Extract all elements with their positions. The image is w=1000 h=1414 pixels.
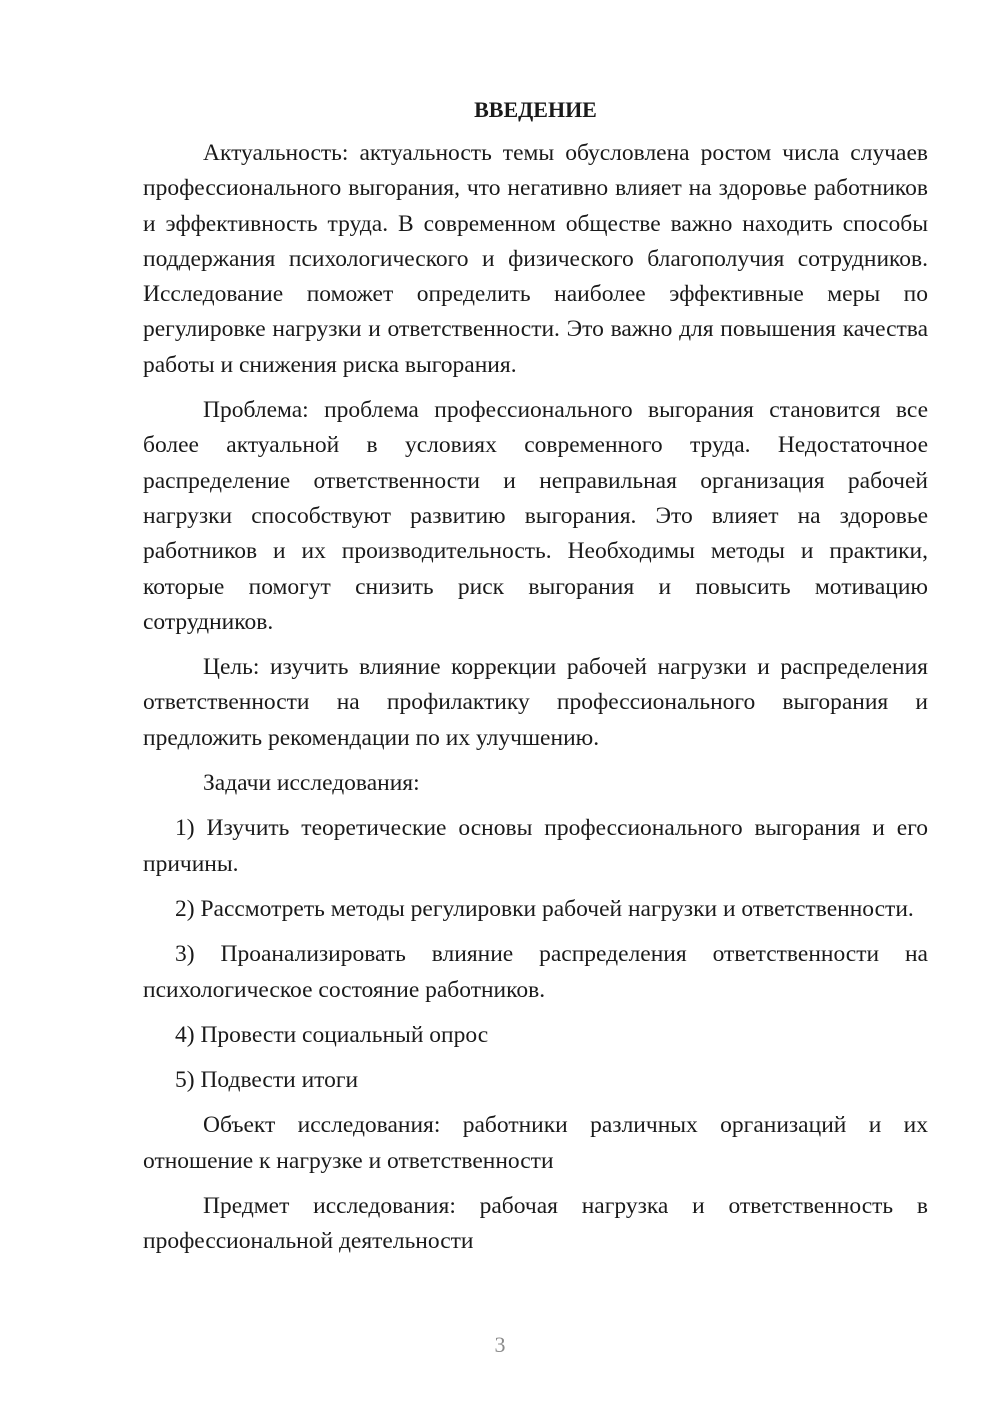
subject-paragraph: Предмет исследования: рабочая нагрузка и ответственность в профессиональной деятельности [143, 1193, 928, 1255]
task-item: 5) Подвести итоги [175, 1067, 359, 1094]
task-item: 4) Провести социальный опрос [175, 1021, 489, 1048]
goal-paragraph: Цель: изучить влияние коррекции рабочей нагрузки и распределения ответственности на профилактику профессионального выгорания и предложить рекомендации по их улучшению. [143, 654, 928, 751]
problem-paragraph: Проблема: проблема профессионального выгорания становится все более актуальной в условиях современного труда. Недостаточное распределение ответственности и неправильная организация рабочей нагрузки способствуют развитию выгорания. Это влияет на здоровье работников и их производительность. Необходимы методы и практики, которые помогут снизить риск выгорания и повысить мотивацию сотрудников. [143, 397, 928, 635]
task-item: 3) Проанализировать влияние распределения ответственности на психологическое состояние работников. [143, 941, 928, 1003]
page-title: ВВЕДЕНИЕ [474, 97, 597, 122]
relevance-paragraph: Актуальность: актуальность темы обусловлена ростом числа случаев профессионального выгорания, что негативно влияет на здоровье работников и эффективность труда. В современном обществе важно находить способы поддержания психологического и физического благополучия сотрудников. Исследование поможет определить наиболее эффективные меры по регулировке нагрузки и ответственности. Это важно для повышения качества работы и снижения риска выгорания. [143, 140, 928, 378]
page-number: 3 [494, 1332, 506, 1357]
task-item: 1) Изучить теоретические основы профессионального выгорания и его причины. [143, 815, 928, 877]
document-page [143, 94, 928, 1270]
object-paragraph: Объект исследования: работники различных организаций и их отношение к нагрузке и ответственности [143, 1112, 928, 1174]
task-item: 2) Рассмотреть методы регулировки рабочей нагрузки и ответственности. [175, 895, 914, 922]
tasks-heading: Задачи исследования: [203, 770, 420, 797]
